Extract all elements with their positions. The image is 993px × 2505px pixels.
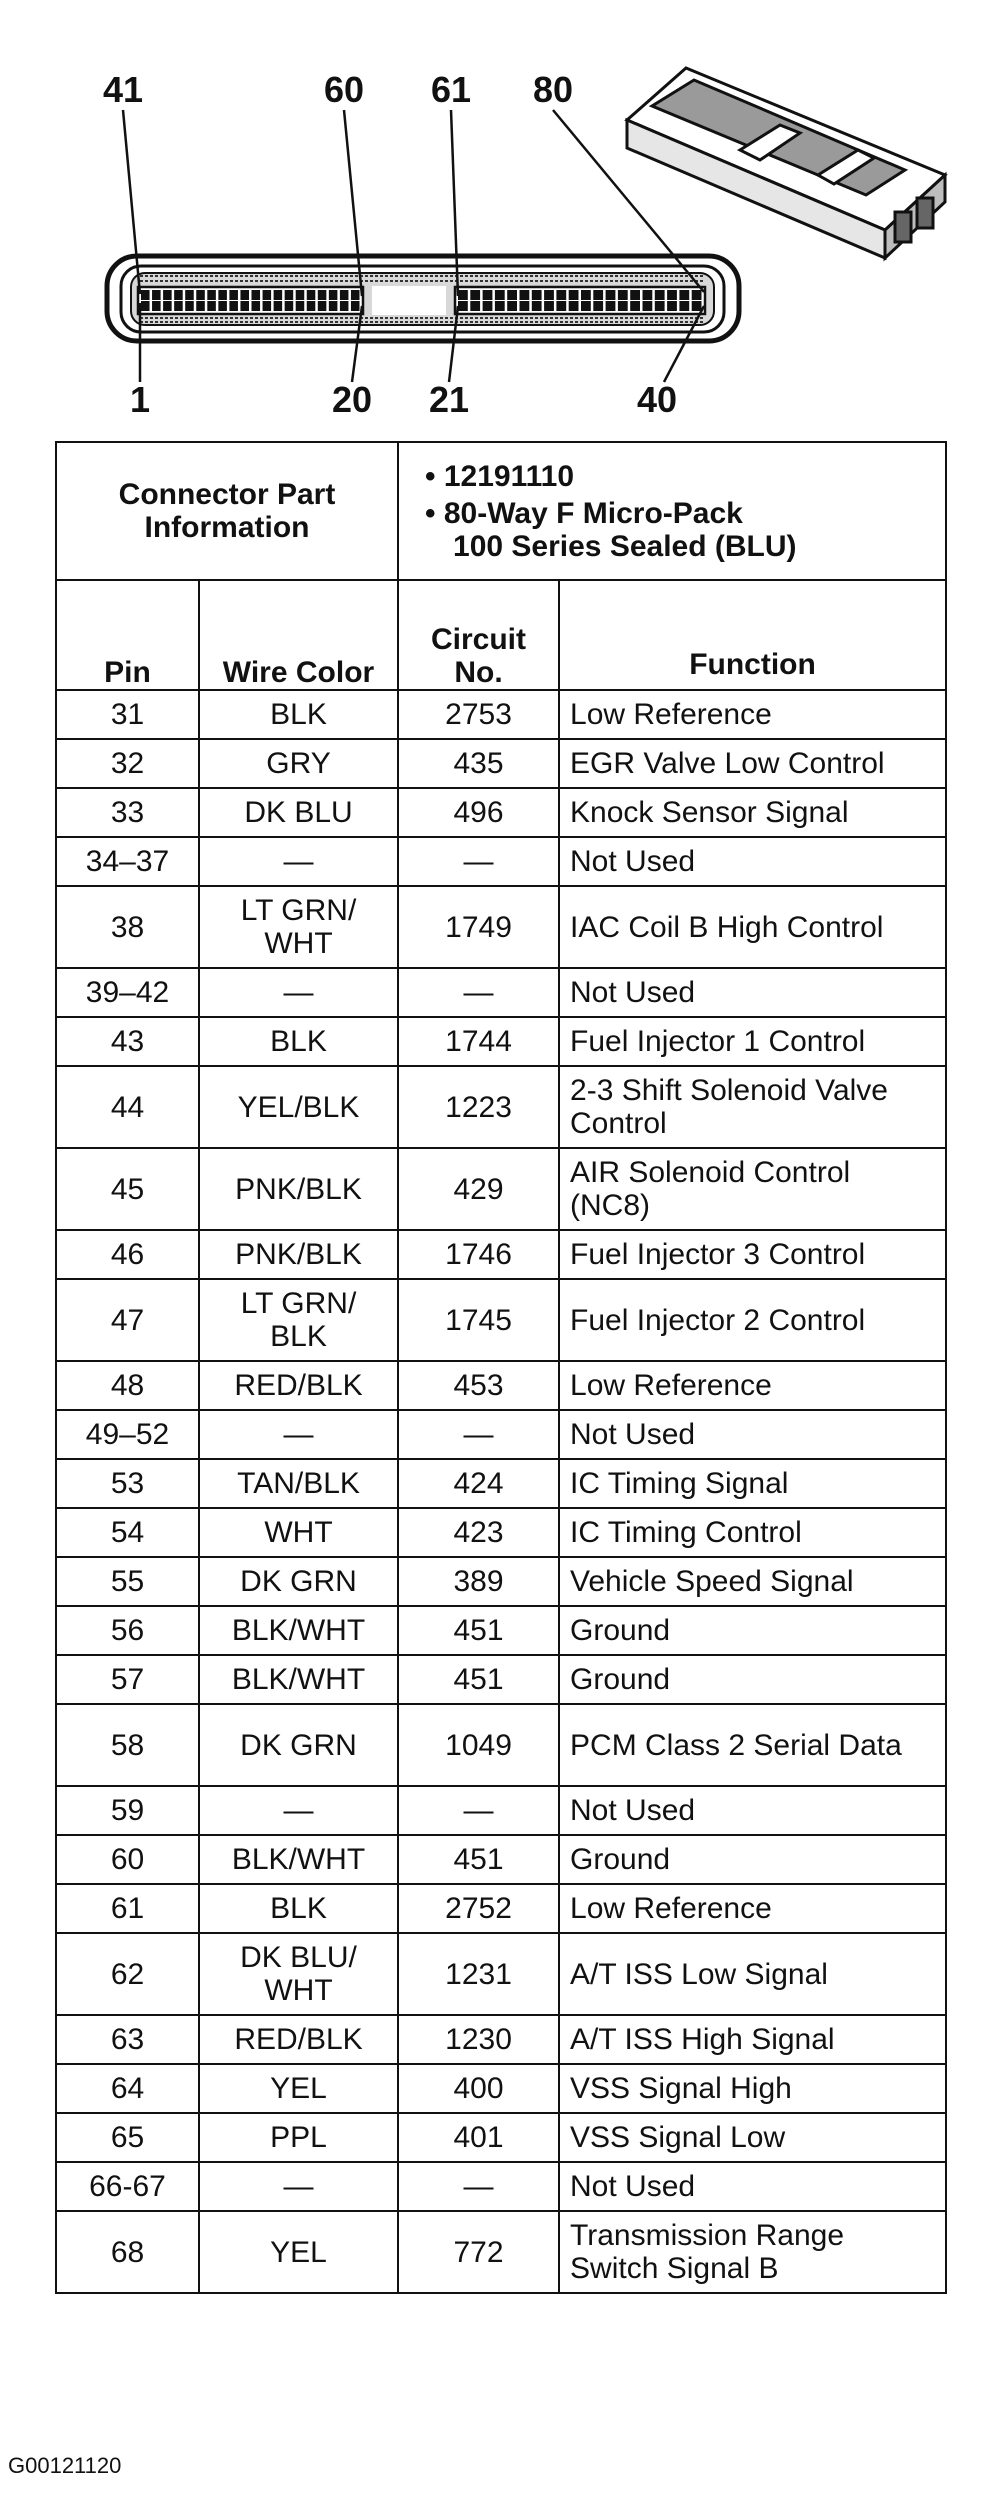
pin-cavity [174, 290, 183, 300]
function-cell: Transmission Range Switch Signal B [559, 2211, 946, 2293]
pin-cavity [285, 290, 294, 300]
circuit-cell: 772 [398, 2211, 559, 2293]
pin-cavity [507, 301, 517, 311]
connector-info-row [56, 442, 946, 580]
function-cell: A/T ISS Low Signal [559, 1933, 946, 2015]
circuit-cell: 389 [398, 1557, 559, 1606]
table-row [56, 739, 946, 788]
pin-cell: 60 [56, 1835, 199, 1884]
pin-cavity [569, 290, 579, 300]
pin-cavity [141, 301, 150, 311]
function-cell: Low Reference [559, 1884, 946, 1933]
pin-cavity [692, 290, 702, 300]
circuit-cell: 435 [398, 739, 559, 788]
pinout-rows [56, 690, 946, 2293]
wire-color-cell: BLK [199, 1017, 398, 1066]
function-cell: IC Timing Control [559, 1508, 946, 1557]
wire-color-cell: — [199, 968, 398, 1017]
pin-cell: 63 [56, 2015, 199, 2064]
function-cell: VSS Signal High [559, 2064, 946, 2113]
circuit-cell: 2753 [398, 690, 559, 739]
circuit-cell: 496 [398, 788, 559, 837]
function-cell: Fuel Injector 1 Control [559, 1017, 946, 1066]
pin-cavity [196, 290, 205, 300]
table-row [56, 1361, 946, 1410]
wire-color-cell: GRY [199, 739, 398, 788]
table-row [56, 837, 946, 886]
wire-color-cell: — [199, 1786, 398, 1835]
wire-color-cell: RED/BLK [199, 1361, 398, 1410]
wire-color-cell: BLK [199, 690, 398, 739]
pin-label-1: 1 [129, 379, 151, 420]
circuit-cell: 451 [398, 1835, 559, 1884]
wire-color-cell: DK GRN [199, 1557, 398, 1606]
pin-cavity [229, 290, 238, 300]
wire-color-cell: TAN/BLK [199, 1459, 398, 1508]
wire-color-cell: — [199, 1410, 398, 1459]
function-cell: EGR Valve Low Control [559, 739, 946, 788]
pin-cavity [229, 301, 238, 311]
pin-cavity [556, 290, 566, 300]
pin-cavity [285, 301, 294, 311]
table-row [56, 1410, 946, 1459]
pin-cavity [296, 301, 305, 311]
pin-cell: 55 [56, 1557, 199, 1606]
pin-cavity [593, 301, 603, 311]
circuit-cell: 2752 [398, 1884, 559, 1933]
table-row [56, 968, 946, 1017]
pin-cell: 34–37 [56, 837, 199, 886]
pin-cavity [630, 301, 640, 311]
circuit-cell: 429 [398, 1148, 559, 1230]
pin-cell: 32 [56, 739, 199, 788]
pin-cavity [630, 290, 640, 300]
pin-label-41: 41 [102, 69, 144, 110]
wire-color-cell: YEL [199, 2211, 398, 2293]
circuit-cell: — [398, 837, 559, 886]
pin-cavity [340, 290, 349, 300]
wire-color-cell: — [199, 837, 398, 886]
connector-description-line2: 100 Series Sealed (BLU) [453, 529, 797, 563]
wire-color-cell: PNK/BLK [199, 1148, 398, 1230]
function-cell: Not Used [559, 2162, 946, 2211]
pin-cavity [581, 301, 591, 311]
pin-cell: 44 [56, 1066, 199, 1148]
pin-cavity [163, 301, 172, 311]
pin-cavity [263, 301, 272, 311]
pin-cell: 65 [56, 2113, 199, 2162]
table-row [56, 1786, 946, 1835]
connector-info-values: • 12191110 • 80-Way F Micro-Pack 100 Series Sealed (BLU) [398, 442, 946, 580]
circuit-cell: 1231 [398, 1933, 559, 2015]
pin-cell: 38 [56, 886, 199, 968]
function-cell: PCM Class 2 Serial Data [559, 1704, 946, 1786]
connector-plug-perspective [627, 68, 945, 258]
pin-cavity [351, 290, 360, 300]
circuit-cell: — [398, 1786, 559, 1835]
pin-cell: 68 [56, 2211, 199, 2293]
pin-cavity [495, 290, 505, 300]
pin-cavity [329, 290, 338, 300]
table-row [56, 690, 946, 739]
pin-cavity [655, 290, 665, 300]
pin-cavity [218, 290, 227, 300]
pin-cavity [532, 290, 542, 300]
table-row [56, 2064, 946, 2113]
pin-cavity [196, 301, 205, 311]
function-cell: IC Timing Signal [559, 1459, 946, 1508]
pin-cavity [340, 301, 349, 311]
pin-cell: 62 [56, 1933, 199, 2015]
function-cell: Ground [559, 1655, 946, 1704]
pin-cavity [544, 301, 554, 311]
pin-cavity [470, 290, 480, 300]
wire-color-cell: — [199, 2162, 398, 2211]
table-row [56, 1279, 946, 1361]
circuit-cell: 1749 [398, 886, 559, 968]
pin-cavity [483, 301, 493, 311]
pin-cavity [274, 301, 283, 311]
wire-color-cell: LT GRN/ WHT [199, 886, 398, 968]
function-cell: Fuel Injector 3 Control [559, 1230, 946, 1279]
table-row [56, 788, 946, 837]
pin-cavity [458, 301, 468, 311]
pin-cavity [207, 290, 216, 300]
pin-cell: 61 [56, 1884, 199, 1933]
pin-cell: 59 [56, 1786, 199, 1835]
circuit-cell: 1744 [398, 1017, 559, 1066]
pin-cavity [667, 290, 677, 300]
pin-cavity [307, 301, 316, 311]
pin-cavity [581, 290, 591, 300]
wire-color-cell: DK GRN [199, 1704, 398, 1786]
pin-cavity [618, 301, 628, 311]
circuit-cell: 1746 [398, 1230, 559, 1279]
table-row [56, 1933, 946, 2015]
pin-cavity [185, 290, 194, 300]
connector-diagram [0, 0, 993, 430]
pin-cavity [174, 301, 183, 311]
pin-cavity [544, 290, 554, 300]
pin-cell: 57 [56, 1655, 199, 1704]
pin-cell: 64 [56, 2064, 199, 2113]
pin-cavity [606, 301, 616, 311]
pin-cavity [520, 290, 530, 300]
table-row [56, 1606, 946, 1655]
wire-color-cell: WHT [199, 1508, 398, 1557]
pin-cell: 46 [56, 1230, 199, 1279]
pin-cell: 45 [56, 1148, 199, 1230]
column-header-wire-color: Wire Color [199, 580, 398, 690]
pin-cavity [470, 301, 480, 311]
pinout-table [55, 441, 947, 2294]
function-cell: A/T ISS High Signal [559, 2015, 946, 2064]
pin-cavity [307, 290, 316, 300]
connector-drawing [0, 0, 993, 430]
pin-cell: 47 [56, 1279, 199, 1361]
pin-cell: 53 [56, 1459, 199, 1508]
pin-cavity [679, 301, 689, 311]
pin-cavity [163, 290, 172, 300]
wire-color-cell: DK BLU [199, 788, 398, 837]
table-row [56, 1066, 946, 1148]
pin-cavity [207, 301, 216, 311]
table-row [56, 886, 946, 968]
pin-cavity [318, 301, 327, 311]
table-row [56, 1230, 946, 1279]
pin-cell: 66-67 [56, 2162, 199, 2211]
circuit-cell: 1745 [398, 1279, 559, 1361]
connector-description-line1: 80-Way F Micro-Pack [443, 496, 743, 530]
pin-cavity [593, 290, 603, 300]
pin-cavity [692, 301, 702, 311]
table-row [56, 1655, 946, 1704]
pin-cavity [643, 290, 653, 300]
function-cell: Not Used [559, 837, 946, 886]
function-cell: Low Reference [559, 690, 946, 739]
table-row [56, 1557, 946, 1606]
wire-color-cell: PNK/BLK [199, 1230, 398, 1279]
wire-color-cell: PPL [199, 2113, 398, 2162]
pin-cavity [263, 290, 272, 300]
circuit-cell: — [398, 1410, 559, 1459]
pin-cell: 39–42 [56, 968, 199, 1017]
function-cell: 2-3 Shift Solenoid Valve Control [559, 1066, 946, 1148]
wire-color-cell: BLK/WHT [199, 1835, 398, 1884]
circuit-cell: 1223 [398, 1066, 559, 1148]
pin-cell: 31 [56, 690, 199, 739]
table-row [56, 1884, 946, 1933]
circuit-cell: 453 [398, 1361, 559, 1410]
pin-cell: 48 [56, 1361, 199, 1410]
function-cell: Fuel Injector 2 Control [559, 1279, 946, 1361]
function-cell: Ground [559, 1606, 946, 1655]
pin-cavity [532, 301, 542, 311]
circuit-cell: 451 [398, 1655, 559, 1704]
wire-color-cell: RED/BLK [199, 2015, 398, 2064]
column-header-pin: Pin [56, 580, 199, 690]
table-row [56, 1148, 946, 1230]
pin-cavity [495, 301, 505, 311]
pin-cavity [569, 301, 579, 311]
pin-cavity [252, 301, 261, 311]
table-row [56, 2113, 946, 2162]
pin-cavity [318, 290, 327, 300]
table-row [56, 1704, 946, 1786]
circuit-cell: 400 [398, 2064, 559, 2113]
function-cell: AIR Solenoid Control (NC8) [559, 1148, 946, 1230]
table-row [56, 1508, 946, 1557]
circuit-cell: — [398, 968, 559, 1017]
connector-info-label: Connector Part Information [56, 442, 398, 580]
pin-cell: 43 [56, 1017, 199, 1066]
pin-cell: 33 [56, 788, 199, 837]
function-cell: Knock Sensor Signal [559, 788, 946, 837]
circuit-cell: 1230 [398, 2015, 559, 2064]
pin-cavity [483, 290, 493, 300]
pin-cavity [655, 301, 665, 311]
pin-cavity [252, 290, 261, 300]
pin-cavity [351, 301, 360, 311]
pin-cavity [618, 290, 628, 300]
pin-cavity [152, 301, 161, 311]
column-header-row [56, 580, 946, 690]
wire-color-cell: BLK [199, 1884, 398, 1933]
pin-label-60: 60 [323, 69, 365, 110]
column-header-function: Function [559, 580, 946, 690]
pin-label-21: 21 [428, 379, 470, 420]
pin-cavity [643, 301, 653, 311]
pin-cavity [296, 290, 305, 300]
wire-color-cell: BLK/WHT [199, 1606, 398, 1655]
table-row [56, 2211, 946, 2293]
wire-color-cell: LT GRN/ BLK [199, 1279, 398, 1361]
table-row [56, 1459, 946, 1508]
pin-cavity [606, 290, 616, 300]
pin-cavity [152, 290, 161, 300]
table-row [56, 1017, 946, 1066]
wire-color-cell: BLK/WHT [199, 1655, 398, 1704]
pin-cavity [329, 301, 338, 311]
column-header-circuit-no: Circuit No. [398, 580, 559, 690]
table-row [56, 2015, 946, 2064]
pin-cavity [458, 290, 468, 300]
pin-cavity [556, 301, 566, 311]
pin-cavity [507, 290, 517, 300]
wire-color-cell: DK BLU/ WHT [199, 1933, 398, 2015]
function-cell: Not Used [559, 1786, 946, 1835]
circuit-cell: — [398, 2162, 559, 2211]
circuit-cell: 1049 [398, 1704, 559, 1786]
pin-cell: 56 [56, 1606, 199, 1655]
circuit-cell: 424 [398, 1459, 559, 1508]
function-cell: Not Used [559, 1410, 946, 1459]
circuit-cell: 451 [398, 1606, 559, 1655]
function-cell: Ground [559, 1835, 946, 1884]
function-cell: Not Used [559, 968, 946, 1017]
pin-cavity [240, 301, 249, 311]
pin-cavity [667, 301, 677, 311]
pin-cell: 54 [56, 1508, 199, 1557]
pin-cavity [141, 290, 150, 300]
function-cell: VSS Signal Low [559, 2113, 946, 2162]
table-row [56, 1835, 946, 1884]
pin-cavity [274, 290, 283, 300]
wire-color-cell: YEL [199, 2064, 398, 2113]
function-cell: IAC Coil B High Control [559, 886, 946, 968]
circuit-cell: 423 [398, 1508, 559, 1557]
pin-cell: 58 [56, 1704, 199, 1786]
pin-label-61: 61 [430, 69, 472, 110]
pin-label-40: 40 [636, 379, 678, 420]
pin-label-80: 80 [532, 69, 574, 110]
wire-color-cell: YEL/BLK [199, 1066, 398, 1148]
pin-cavity [240, 290, 249, 300]
pin-label-20: 20 [331, 379, 373, 420]
pin-cavity [185, 301, 194, 311]
part-number: 12191110 [443, 459, 575, 493]
table-row [56, 2162, 946, 2211]
pin-cavity [679, 290, 689, 300]
circuit-cell: 401 [398, 2113, 559, 2162]
function-cell: Low Reference [559, 1361, 946, 1410]
pin-cavity [520, 301, 530, 311]
pin-cell: 49–52 [56, 1410, 199, 1459]
figure-id: G00121120 [8, 2453, 122, 2478]
pin-cavity [218, 301, 227, 311]
function-cell: Vehicle Speed Signal [559, 1557, 946, 1606]
